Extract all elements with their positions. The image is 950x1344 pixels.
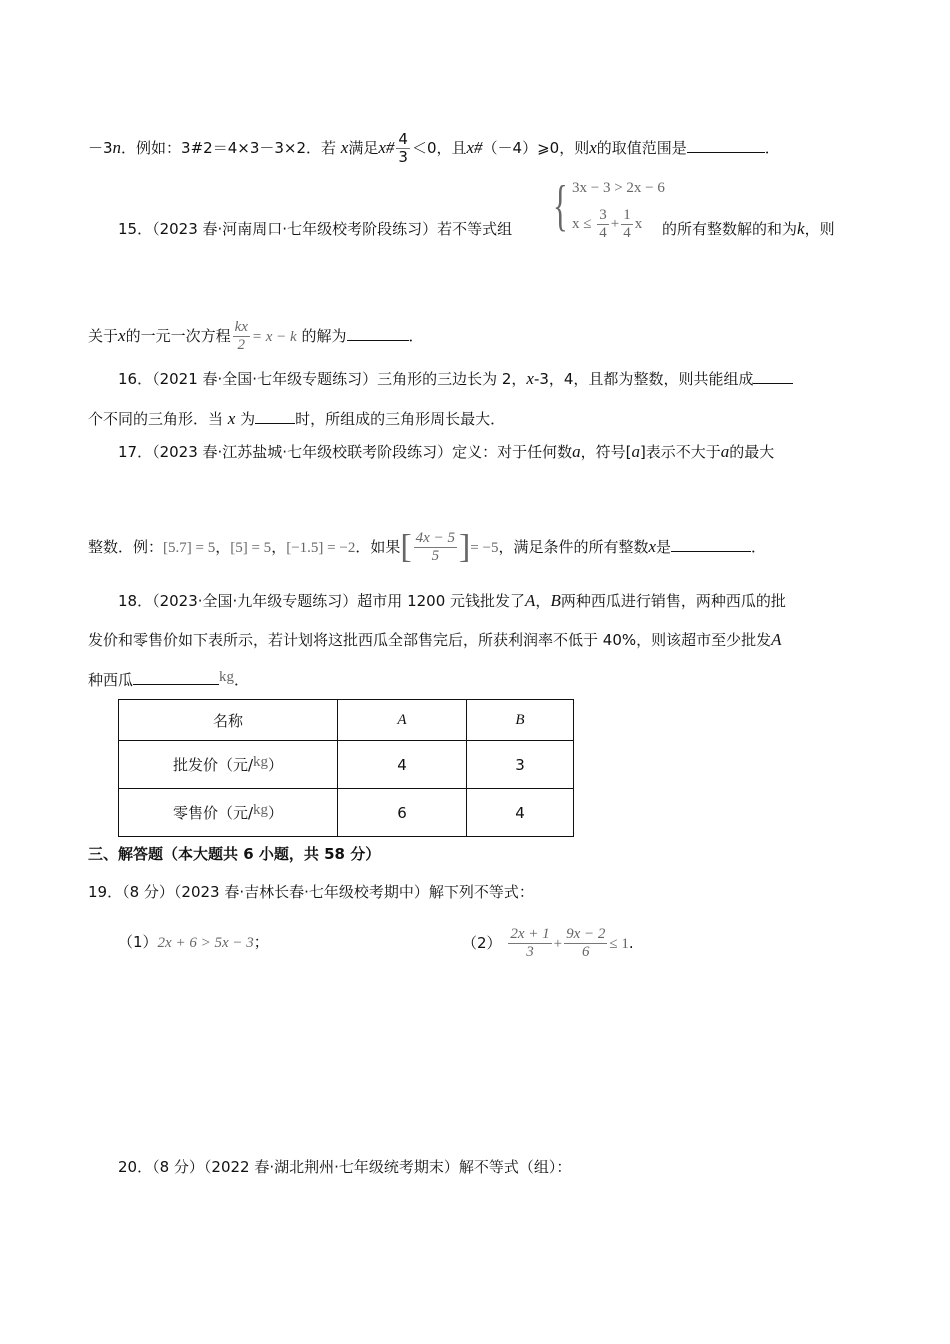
q17-bracket-fraction: $\frac{4x - 5}{5}$ [415, 530, 455, 564]
table-cell: 4 [338, 741, 467, 789]
table-header-name: 名称 [119, 700, 338, 741]
q18-answer-blank[interactable] [133, 669, 219, 685]
q17-line2: 整数．例：[5.7] = 5，[5] = 5，[−1.5] = −2．如果[ $\frac{4x - 5}{5}$ ]= −5，满足条件的所有整数x是 ． [88, 528, 767, 566]
q18-line2: 发价和零售价如下表所示，若计划将这批西瓜全部售完后，所获利润率不低于 40%，则该超市至少批发A [88, 630, 782, 649]
q16-line1: 16．（2021 春·全国·七年级专题练习）三角形的三边长为 2，x-3，4，且都为整数，则共能组成 [118, 368, 793, 389]
table-header-row [119, 700, 574, 741]
table-cell: 6 [338, 789, 467, 837]
q14-answer-blank[interactable] [687, 137, 765, 153]
table-cell: 4 [467, 789, 574, 837]
q15-line1: 15．（2023 春·河南周口·七年级校考阶段练习）若不等式组 [118, 220, 513, 238]
table-row [119, 789, 574, 837]
q19-part1: （1）2x + 6 > 5x − 3； [118, 933, 269, 951]
q16-blank-count[interactable] [753, 368, 793, 384]
table-cell: 3 [467, 741, 574, 789]
table-row-label: 零售价（元/kg） [119, 789, 338, 837]
section-title: 三、解答题（本大题共 6 小题，共 58 分） [88, 845, 381, 863]
q14-fraction: $\frac{4}{3}$ [398, 130, 408, 166]
q19-header: 19．（8 分）（2023 春·吉林长春·七年级校考期中）解下列不等式： [88, 883, 534, 901]
q15-system-line1: 3x − 3 > 2x − 6 [572, 180, 665, 196]
q15-system-brace: { [553, 175, 568, 237]
q17-line1: 17．（2023 春·江苏盐城·七年级校联考阶段练习）定义：对于任何数a，符号[a]表示不大于a的最大 [118, 442, 775, 461]
table-header-a: A [338, 700, 467, 741]
q15-answer-blank[interactable] [347, 325, 409, 341]
q15-line2: 关于x的一元一次方程 $\frac{kx}{2}$ = x − k 的解为 ． [88, 319, 424, 353]
q16-blank-x[interactable] [255, 408, 295, 424]
q18-line3: 种西瓜 kg． [88, 669, 250, 689]
q15-system-line2: x ≤ $\frac{3}{4}$ + $\frac{1}{4}$ x [572, 207, 643, 241]
table-row [119, 741, 574, 789]
price-table [118, 699, 574, 837]
q15-line1-tail: 的所有整数解的和为k，则 [662, 219, 835, 238]
q20-header: 20．（8 分）（2022 春·湖北荆州·七年级统考期末）解不等式（组）： [118, 1158, 572, 1176]
table-header-b: B [467, 700, 574, 741]
q19-part2: （2） $\frac{2x + 1}{3}$ + $\frac{9x - 2}{6}$ ≤ 1. [462, 926, 634, 960]
q16-line2: 个不同的三角形．当 x 为 时，所组成的三角形周长最大． [88, 409, 506, 428]
q18-line1: 18．（2023·全国·九年级专题练习）超市用 1200 元钱批发了A，B两种西瓜进行销售，两种西瓜的批 [118, 591, 786, 610]
q17-answer-blank[interactable] [671, 536, 751, 552]
q15-eq-fraction: $\frac{kx}{2}$ [234, 319, 248, 353]
q14-line: －3n．例如：3#2＝4×3－3×2．若 x满足x# $\frac{4}{3}$ ＜0，且x#（－4）⩾0，则x的取值范围是 ． [88, 130, 780, 166]
table-row-label: 批发价（元/kg） [119, 741, 338, 789]
